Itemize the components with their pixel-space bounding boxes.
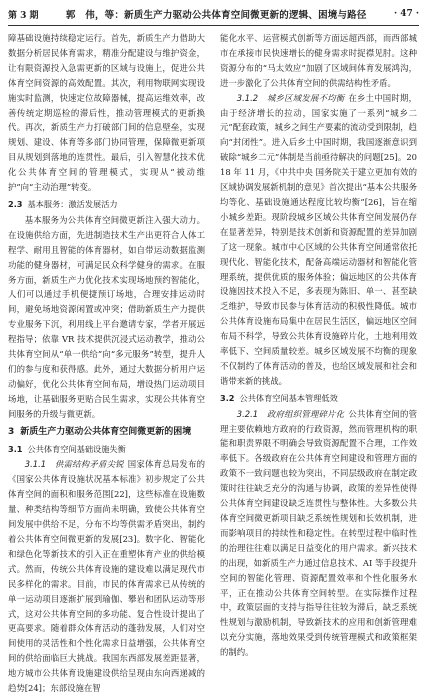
section-title: 新质生产力驱动公共体育空间微更新的困境 bbox=[20, 426, 192, 437]
subsection-heading bbox=[220, 391, 417, 406]
paragraph: 基本服务为公共体育空间微更新注入强大动力。在设施供给方面，先进制造技术生产出更符合人体工程学、耐用且智能的体育器材，如自带运动数据监测功能的健身器材，可满足民众科学健身的需求。在服务方面，新质生产力优化技术实现场地预约智能化，人们可以通过手机便捷预订场地，合理安排运动时间，避免场地资源闲置或冲突；借助新质生产力提供专业服务下沉，利用线上平台邀请专家，学者开展远程指导；依靠 VR 技术提供沉浸式运动教学，推动公共体育空间从“单一供给”向“多元服务”转型，提升人们的参与度和获得感。此外，通过大数据分析用户运动偏好，优化公共体育空间布局，增设热门运动项目场地，让基础服务更贴合民生需求，实现公共体育空间服务的升级与微更新。 bbox=[8, 214, 205, 419]
section-number: 3 bbox=[8, 426, 15, 437]
section-heading bbox=[8, 425, 205, 440]
running-title: 郭 伟，等：新质生产力驱动公共体育空间微更新的逻辑、困境与路径 bbox=[65, 10, 367, 21]
paragraph: 能化水平、运营模式创新等方面远超西部，而西部城市在承接市民快速增长的健身需求时捉襟见肘。这种资源分布的“马太效应”加剧了区域间体育发展鸿沟，进一步激化了公共体育空间的供需结构性矛盾。 bbox=[220, 33, 417, 88]
paragraph: 障基础设施持续稳定运行。首先，新质生产力借助大数据分析居民体育需求，精准分配建设与维护资金，让有限资源投入急需更新的区域与设施上，促进公共体育空间资源的高效配置。其次，利用物联网实现设施实时监测，快速定位故障器械，提高运维效率，改善传统定期巡检的滞后性，推动管理模式的更新换代。再次，新质生产力打破部门间的信息壁垒，实现规划、建设、体育等多部门协同管理，保障微更新项目从规划到落地的连贯性。最后，引入智慧化技术优化公共体育空间的管理模式，实现从“被动维护”向“主动治理”转变。 bbox=[8, 33, 205, 193]
inline-heading: 3.1.2 城乡区域发展不均衡 bbox=[236, 92, 345, 103]
right-column bbox=[220, 31, 418, 658]
inline-heading: 3.2.1 政府组织管理碎片化 bbox=[236, 408, 345, 419]
subsection-title: 基本服务：激活发展活力 bbox=[27, 198, 118, 209]
page-header bbox=[8, 4, 419, 24]
paragraph-text: 公共体育空间的管理主要依赖地方政府的行政资源，然而管理机构的职能和职责界限不明确会导致资源配置不合理，工作效率低下。各级政府在公共体育空间建设和管理方面的政策不一致问题也较为突出，不同层级政府在制定政策时往往缺乏充分的沟通与协调，政策的差异性使得公共体育空间建设缺乏连贯性与整体性。大多数公共体育空间微更新项目缺乏系统性规划和长效机制，进而影响项目的持续性和稳定性。在转型过程中临时性的治理往往难以满足日益变化的用户需求。新兴技术的出现，如新质生产力通过信息技术、AI 等手段提升空间的智能化管理、资源配置效率和个性化服务水平，正在推动公共体育空间转型。在实际操作过程中，政策层面的支持与指导往往较为滞后，缺乏系统性规划与激励机制，导致新技术的应用和创新管理难以充分实施，落地效果受到传统管理模式和政策框架的制约。 bbox=[220, 408, 418, 658]
subsection-title: 公共体育空间基础设施失衡 bbox=[27, 443, 126, 454]
page-number: · 47 · bbox=[393, 9, 419, 19]
issue-number: 第 3 期 bbox=[8, 10, 39, 21]
left-column bbox=[8, 31, 205, 694]
subsection-number: 3.2 bbox=[220, 392, 235, 403]
subsection-heading bbox=[8, 442, 205, 457]
subsection-number: 3.1 bbox=[8, 443, 23, 454]
subsection-number: 2.3 bbox=[8, 198, 23, 209]
subsection-heading bbox=[8, 197, 205, 212]
paragraph bbox=[8, 457, 205, 696]
subsection-title: 公共体育空间基本管理低效 bbox=[239, 392, 338, 403]
header-rule bbox=[8, 25, 419, 26]
paragraph-text: 在乡土中国时期，由于经济增长的拉动，国家实施了一系列“城乡二元”配套政策，城乡之间生产要素的流动受到限制，趋向“封闭性”。进入后乡土中国时期，我国逐渐意识到破除“城乡二元”体制是当前亟待解决的问题[25]。2018 年 11 月，《中共中央 国务院关于建立更加有效的区域协调发展新机制的意见》首次提出“基本公共服务均等化、基础设施通达程度比较均衡”[26]，旨在缩小城乡差距。现阶段城乡区域公共体育空间发展仍存在显著差异，特别是技术创新和资源配置的差异加剧了这一现象。城市中心区域的公共体育空间通常依托现代化、智能化技术，配备高端运动器材和智能化管理系统，提供优质的服务体验；偏远地区的公共体育设施因技术投入不足，多表现为陈旧、单一、甚至缺乏维护，导致市民参与体育活动的积极性降低。城市公共体育设施布局集中在居民生活区，偏远地区空间布局不科学，导致公共体育设施碎片化，土地利用效率低下、空间质量较差。城乡区域发展不均衡的现象不仅制约了体育活动的普及，也给区域发展和社会和谐带来新的挑战。 bbox=[220, 92, 418, 386]
inline-heading: 3.1.1 供需结构矛盾尖锐 bbox=[24, 459, 124, 470]
paragraph-text: 国家体育总局发布的《国家公共体育设施状况基本标准》初步规定了公共体育空间的面积和服务范围[22]，这些标准在设施数量、种类结构等细节方面尚未明确，致使公共体育空间发展中供给不足，分布不均等供需矛盾突出，制约着公共体育空间微更新的发展[23]。数字化、智能化和绿色化等新技术的引入正在重塑体育产业的供给模式。然而，传统公共体育设施的建设难以满足现代市民多样化的需求。目前，市民的体育需求已从传统的单一运动项目逐渐扩展到瑜伽、攀岩和团队运动等形式，这对公共体育空间的多功能、复合性设计提出了更高要求。随着群众体育活动的蓬勃发展，人们对空间使用的灵活性和个性化需求日益增强，公共体育空间的供给面临巨大挑战。我国东西部发展差距显著，地方城市公共体育设施建设供给呈现由东向西递减的趋势[24]；东部设施在智 bbox=[8, 459, 205, 694]
paragraph bbox=[220, 407, 417, 660]
paragraph bbox=[220, 91, 417, 389]
